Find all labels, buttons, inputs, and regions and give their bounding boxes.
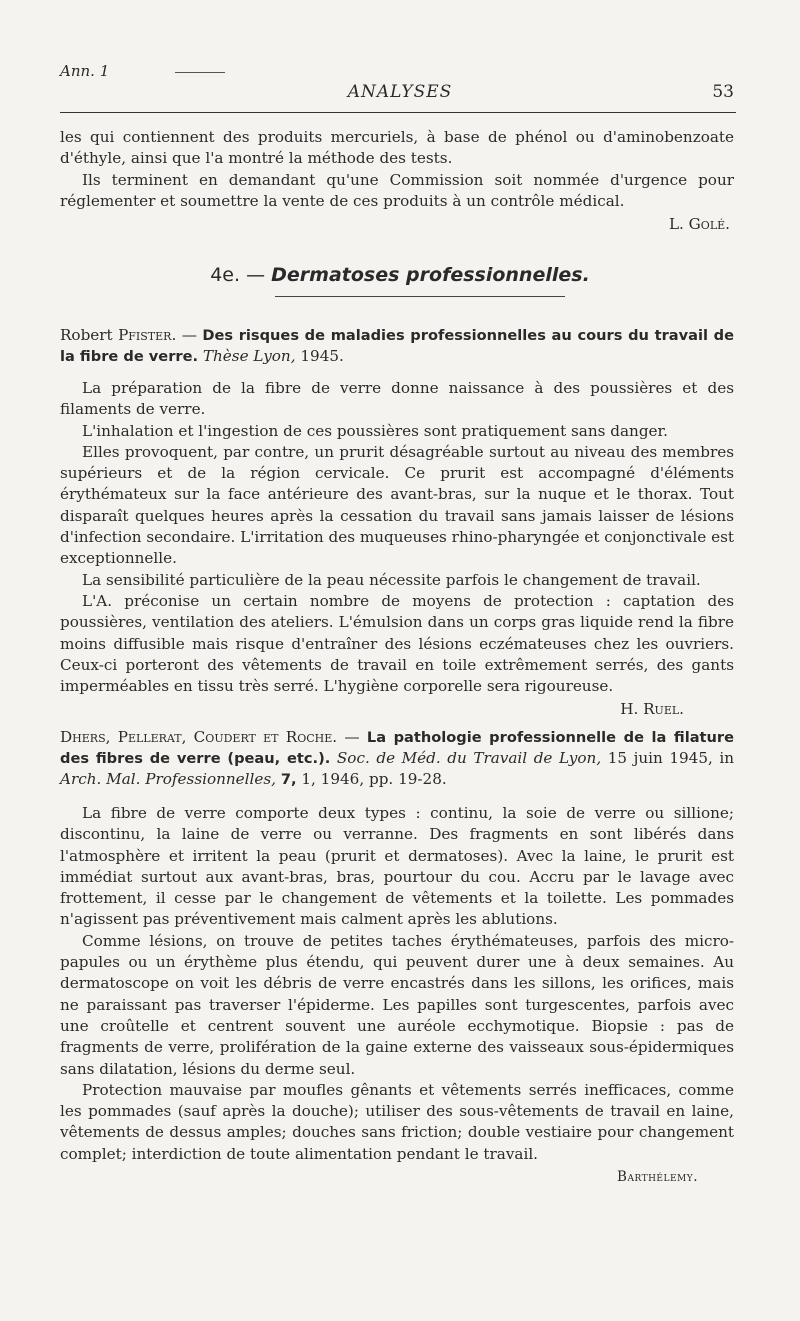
running-title: ANALYSES	[347, 82, 453, 102]
article-1	[60, 325, 734, 721]
article-1-source: Thèse Lyon,	[202, 347, 296, 365]
article-2-paragraph-1: La fibre de verre comporte deux types : continu, la soie de verre ou sillione; discontinu, la laine de verre ou verranne. Des fragments en sont libérés dans l'atmosphère et irritent la peau (prurit et dermatoses). Avec la laine, le prurit est immédiat surtout aux avant-bras, bras, pourtour du cou. Accru par le lavage avec frottement, il cesse par le changement de vêtements et la toilette. Les pommades n'agissent pas préventivement mais calment après les ablutions.	[60, 804, 734, 929]
article-1-paragraph-2: L'inhalation et l'ingestion de ces poussières sont pratiquement sans danger.	[82, 421, 668, 440]
intro-signature: L. Golé.	[668, 215, 730, 234]
article-1-author-last: Pfister.	[118, 326, 177, 344]
article-2-title: La pathologie professionnelle de la filature des fibres de verre (peau, etc.).	[60, 729, 735, 767]
header-short-rule	[175, 72, 225, 73]
article-2-paragraph-3: Protection mauvaise par moufles gênants et vêtements serrés inefficaces, comme les pommades (sauf après la douche); utiliser des sous-vêtements de travail en laine, vêtements de dessus amples; douches sans friction; double vestiaire pour changement complet; interdiction de toute alimentation pendant le travail.	[60, 1080, 734, 1163]
section-heading	[0, 264, 800, 286]
article-2	[60, 727, 734, 1188]
header-rule	[60, 112, 736, 113]
article-1-paragraph-3: Elles provoquent, par contre, un prurit désagréable surtout au niveau des membres supérieurs et de la région cervicale. Ce prurit est accompagné d'éléments érythémateux sur la face antérieure des avant-bras, sur la nuque et le thorax. Tout disparaît quelques heures après la cessation du travail sans jamais laisser de lésions d'infection secondaire. L'irritation des muqueuses rhino-pharyngée et conjonctivale est exceptionnelle.	[60, 442, 734, 568]
section-name: Dermatoses professionnelles.	[271, 264, 590, 286]
intro-block	[60, 127, 734, 235]
intro-paragraph-1: les qui contiennent des produits mercuriels, à base de phénol ou d'aminobenzoate d'éthyle, ainsi que l'a montré la méthode des tests.	[60, 128, 734, 168]
article-1-paragraph-5: L'A. préconise un certain nombre de moyens de protection : captation des poussières, ventilation des ateliers. L'émulsion dans un corps gras liquide rend la fibre moins diffusible mais risque d'entraîner des lésions eczémateuses chez les ouvriers. Ceux-ci porteront des vêtements de travail en toile extrêmement serrés, des gants imperméables en tissu très serré. L'hygiène corporelle sera rigoureuse.	[60, 591, 734, 696]
article-2-reference	[60, 727, 734, 790]
article-1-paragraph-4: La sensibilité particulière de la peau nécessite parfois le changement de travail.	[82, 570, 701, 589]
article-1-reference	[60, 325, 734, 367]
intro-paragraph-2: Ils terminent en demandant qu'une Commission soit nommée d'urgence pour réglementer et soumettre la vente de ces produits à un contrôle médical.	[60, 170, 734, 210]
article-2-signature: Barthélemy.	[617, 1169, 698, 1186]
article-1-year: 1945.	[300, 347, 344, 365]
article-1-dash: —	[181, 326, 197, 344]
article-2-source-1: Soc. de Méd. du Travail de Lyon,	[336, 749, 602, 767]
article-2-dash: —	[344, 728, 360, 746]
section-rule	[275, 296, 565, 297]
section-number: 4e.	[210, 264, 241, 286]
article-1-signature: H. Ruel.	[620, 700, 684, 719]
article-2-volume: 7,	[280, 771, 297, 788]
page-number: 53	[712, 82, 734, 102]
section-dash: —	[246, 264, 266, 286]
page-annotation: Ann. 1	[60, 62, 110, 80]
article-2-paragraph-2: Comme lésions, on trouve de petites taches érythémateuses, parfois des micro-papules ou un érythème plus étendu, qui peuvent durer une à deux semaines. Au dermatoscope on voit les débris de verre encastrés dans les sillons, les orifices, mais ne paraissant pas traverser l'épiderme. Les papilles sont turgescentes, parfois avec une croûtelle et centrent souvent une auréole ecchymotique. Biopsie : pas de fragments de verre, prolifération de la gaine externe des vaisseaux sous-épidermiques sans dilatation, lésions du derme seul.	[60, 931, 734, 1078]
article-2-source-2: Arch. Mal. Professionnelles,	[60, 770, 276, 788]
article-2-date: 15 juin 1945, in	[607, 749, 735, 767]
article-1-title: Des risques de maladies professionnelles au cours du travail de la fibre de verre.	[60, 327, 734, 365]
article-2-authors: Dhers, Pellerat, Coudert et Roche.	[60, 728, 338, 746]
article-1-author-first: Robert	[60, 326, 113, 344]
article-2-pages: 1, 1946, pp. 19-28.	[301, 770, 447, 788]
article-1-paragraph-1: La préparation de la fibre de verre donne naissance à des poussières et des filaments de verre.	[60, 379, 734, 419]
